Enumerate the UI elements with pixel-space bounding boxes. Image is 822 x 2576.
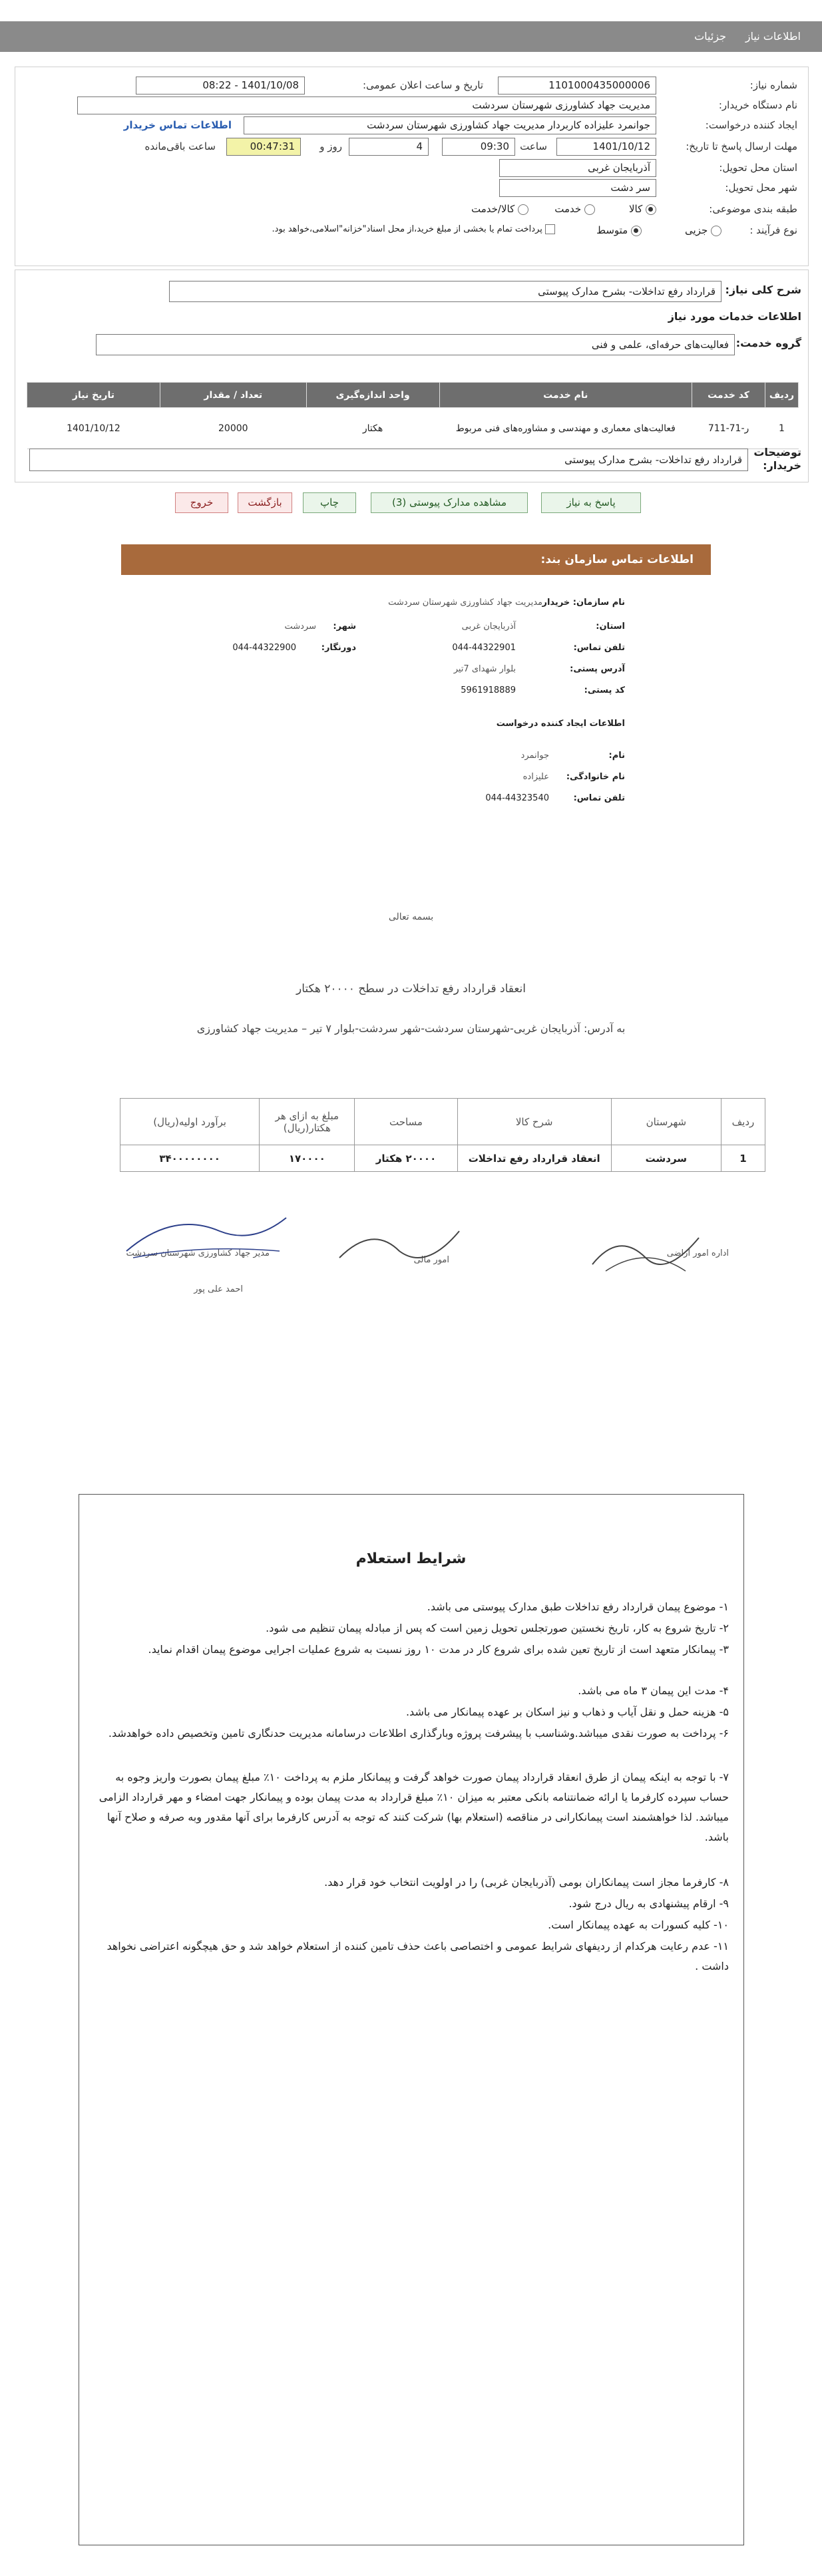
term-item: ۸- کارفرما مجاز است پیمانکاران بومی (آذربایجان غربی) را در اولویت انتخاب خود قرار دهد. <box>324 1876 729 1889</box>
radio-icon[interactable] <box>518 204 528 215</box>
need-number-label: شماره نیاز: <box>749 79 797 91</box>
terms-title: شرایط استعلام <box>355 1551 467 1567</box>
remaining-time-field: 00:47:31 <box>226 138 301 156</box>
creator-phone-label: تلفن تماس: <box>573 793 625 803</box>
radio-icon[interactable] <box>711 226 721 236</box>
creator-title: اطلاعات ایجاد کننده درخواست <box>496 719 625 729</box>
creator-family-value: علیزاده <box>522 772 549 782</box>
summary-panel <box>15 270 809 482</box>
contract-title: انعقاد قرارداد رفع تداخلات در سطح ۲۰۰۰۰ هکتار <box>296 982 526 996</box>
summary-label: شرح کلی نیاز: <box>725 283 801 296</box>
term-item: ۵- هزینه حمل و نقل آیاب و ذهاب و نیز اسکان بر عهده پیمانکار می باشد. <box>405 1706 729 1718</box>
bismillah: بسمه تعالی <box>388 912 434 922</box>
need-number-field: 1101000435000006 <box>498 77 656 94</box>
phone-label: تلفن تماس: <box>573 643 625 653</box>
payment-note[interactable]: پرداخت تمام یا بخشی از مبلغ خرید،از محل اسناد"خزانه"اسلامی،خواهد بود. <box>272 224 555 234</box>
deadline-date-field: 1401/10/12 <box>556 138 656 156</box>
table-row <box>27 408 799 449</box>
remaining-label: ساعت باقی‌مانده <box>144 140 216 152</box>
process-label: نوع فرآیند : <box>749 224 797 236</box>
category-option-goods[interactable]: کالا <box>629 203 656 215</box>
address-label: آدرس پستی: <box>570 664 625 674</box>
tab-need-info[interactable]: اطلاعات نیاز <box>745 30 801 43</box>
need-form-panel <box>15 67 809 266</box>
org-value: مدیریت جهاد کشاورزی شهرستان سردشت <box>388 598 542 608</box>
buyer-note-field: قرارداد رفع تداخلات- بشرح مدارک پیوستی <box>29 449 748 471</box>
term-item: ۱۰- کلیه کسورات به عهده پیمانکار است. <box>548 1919 729 1931</box>
scanned-contract-page <box>0 858 822 1437</box>
cell: انعقاد قرارداد رفع تداخلات <box>457 1145 611 1172</box>
city-label: شهر محل تحویل: <box>725 182 797 194</box>
creator-name-label: نام: <box>608 751 625 761</box>
requester-label: ایجاد کننده درخواست: <box>705 119 797 131</box>
category-option-service[interactable]: خدمت <box>554 203 595 215</box>
city-label: شهر: <box>333 622 356 632</box>
postal-label: کد پستی: <box>584 685 625 695</box>
col-header: مساحت <box>355 1099 457 1145</box>
col-header: واحد اندازه‌گیری <box>306 383 439 408</box>
deadline-label: مهلت ارسال پاسخ تا تاریخ: <box>686 140 797 152</box>
category-label: طبقه بندی موضوعی: <box>709 203 797 215</box>
cell: ۲۰۰۰۰ هکتار <box>355 1145 457 1172</box>
creator-name-value: جوانمرد <box>520 751 549 761</box>
fax-label: دورنگار: <box>321 643 356 653</box>
cell-code: ر-71-711 <box>692 408 765 449</box>
exit-button[interactable]: خروج <box>175 492 228 513</box>
checkbox-icon[interactable] <box>545 224 555 234</box>
postal-value: 5961918889 <box>461 685 516 695</box>
group-field: فعالیت‌های حرفه‌ای، علمی و فنی <box>96 334 735 355</box>
radio-icon[interactable] <box>646 204 656 215</box>
col-header: شرح کالا <box>457 1099 611 1145</box>
col-header: شهرستان <box>611 1099 721 1145</box>
reply-button[interactable]: پاسخ به نیاز <box>541 492 641 513</box>
announce-field: 1401/10/08 - 08:22 <box>136 77 305 94</box>
print-button[interactable]: چاپ <box>303 492 356 513</box>
announce-label: تاریخ و ساعت اعلان عمومی: <box>362 79 483 91</box>
back-button[interactable]: بازگشت <box>238 492 292 513</box>
sign-land-affairs: اداره امور اراضی <box>666 1248 729 1258</box>
cell: ۳۴۰۰۰۰۰۰۰۰ <box>120 1145 260 1172</box>
col-header: نام خدمت <box>439 383 692 408</box>
contract-table <box>120 1098 765 1172</box>
cell: سردشت <box>611 1145 721 1172</box>
cell-qty: 20000 <box>160 408 306 449</box>
phone-value: 044-44322901 <box>452 643 516 653</box>
creator-family-label: نام خانوادگی: <box>566 772 625 782</box>
deadline-time-field: 09:30 <box>442 138 515 156</box>
view-documents-button[interactable]: مشاهده مدارک پیوستی (3) <box>371 492 528 513</box>
col-header: ردیف <box>721 1099 765 1145</box>
term-item: ۱۱- عدم رعایت هرکدام از ردیفهای شرایط عمومی و اختصاصی باعث حذف تامین کننده از استعلام خواهد شد و حق هیچگونه اعتراضی نخواهد داشت . <box>106 1940 729 1972</box>
sign-director: مدیر جهاد کشاورزی شهرستان سردشت <box>126 1248 270 1258</box>
radio-icon[interactable] <box>584 204 595 215</box>
org-label: نام سازمان: خریدار <box>542 598 625 608</box>
requester-field: جوانمرد علیزاده کاربردار مدیریت جهاد کشاورزی شهرستان سردشت <box>244 116 656 134</box>
creator-phone-value: 044-44323540 <box>485 793 549 803</box>
col-header: تعداد / مقدار <box>160 383 306 408</box>
buyer-contact-link[interactable]: اطلاعات تماس خریدار <box>123 119 232 131</box>
items-table <box>27 382 799 449</box>
cell-name: فعالیت‌های معماری و مهندسی و مشاوره‌های فنی مربوط <box>439 408 692 449</box>
sign-name: احمد علی پور <box>194 1284 243 1294</box>
contact-header: اطلاعات تماس سازمان بند: <box>121 544 711 575</box>
category-option-both[interactable]: کالا/خدمت <box>471 203 528 215</box>
group-label: گروه خدمت: <box>735 337 801 349</box>
term-item: ۳- پیمانکار متعهد است از تاریخ تعین شده برای شروع کار در مدت ۱۰ روز نسبت به شروع عملیات اجرایی موضوع پیمان اقدام نماید. <box>148 1643 729 1656</box>
province-label: استان محل تحویل: <box>719 162 797 174</box>
term-item: ۲- تاریخ شروع به کار، تاریخ نخستین صورتجلس تحویل زمین است که پس از مبادله پیمان تنظیم می شود. <box>266 1622 729 1634</box>
province-value: آذربایجان غربی <box>461 622 516 632</box>
term-item: ۴- مدت این پیمان ۳ ماه می باشد. <box>578 1684 729 1697</box>
days-field: 4 <box>349 138 429 156</box>
term-item: ۷- با توجه به اینکه پیمان از طرق انعقاد قرارداد پیمان صورت خواهد گرفت و پیمانکار ملزم به پرداخت ۱۰٪ مبلغ پیمان بصورت واریز وجوه به حساب سپرده کارفرما یا ارائه ضمانتنامه بانکی معتبر به میزان ۱۰٪ مبلغ قرارداد به مدت پیمان بوده و پیمانکار جهت امضاء و مهر قرارداد الزامی میباشد. لذا خواهشمند است پیمانکارانی در مناقصه (استعلام بها) شرکت کنند که توجه به آدرس کارفرما برای آنها مقدور وبه صرفه و صلاح آنها باشد. <box>99 1771 729 1843</box>
city-field: سر دشت <box>499 179 656 197</box>
signature-director-icon <box>120 1204 293 1278</box>
sign-finance: امور مالی <box>413 1255 449 1265</box>
col-header: ردیف <box>765 383 799 408</box>
signature-land-icon <box>586 1218 706 1284</box>
table-row <box>120 1145 765 1172</box>
col-header: کد خدمت <box>692 383 765 408</box>
province-label: استان: <box>596 622 625 632</box>
address-value: بلوار شهدای 7تیر <box>453 664 516 674</box>
term-item: ۱- موضوع پیمان قرارداد رفع تداخلات طبق مدارک پیوستی می باشد. <box>427 1600 729 1613</box>
cell: ۱۷۰۰۰۰ <box>260 1145 355 1172</box>
province-field: آذربایجان غربی <box>499 159 656 177</box>
cell: 1 <box>721 1145 765 1172</box>
process-option-minor[interactable]: جزیی <box>685 224 721 236</box>
col-header: مبلغ به ازای هر هکتار(ریال) <box>260 1099 355 1145</box>
fax-value: 044-44322900 <box>232 643 296 653</box>
buyer-name-label: نام دستگاه خریدار: <box>718 99 797 111</box>
tab-details[interactable]: جزئیات <box>694 30 726 43</box>
contract-address: به آدرس: آذربایجان غربی-شهرستان سردشت-شهر سردشت-بلوار ۷ تیر – مدیریت جهاد کشاورزی <box>196 1022 626 1035</box>
days-label: روز و <box>319 140 342 152</box>
buyer-note-label: توضیحات خریدار: <box>753 446 801 472</box>
cell-date: 1401/10/12 <box>27 408 160 449</box>
radio-icon[interactable] <box>631 226 642 236</box>
process-option-medium[interactable]: متوسط <box>596 224 642 236</box>
time-label: ساعت <box>520 140 547 152</box>
buyer-name-field: مدیریت جهاد کشاورزی شهرستان سردشت <box>77 96 656 114</box>
col-header: برآورد اولیه(ریال) <box>120 1099 260 1145</box>
city-value: سردشت <box>284 622 316 632</box>
signature-finance-icon <box>333 1218 466 1278</box>
cell-row: 1 <box>765 408 799 449</box>
summary-field: قرارداد رفع تداخلات- بشرح مدارک پیوستی <box>169 281 721 302</box>
col-header: تاریخ نیاز <box>27 383 160 408</box>
top-bar <box>0 21 822 52</box>
cell-unit: هکتار <box>306 408 439 449</box>
term-item: ۹- ارقام پیشنهادی به ریال درج شود. <box>568 1897 729 1910</box>
term-item: ۶- پرداخت به صورت نقدی میباشد.وشناسب با پیشرفت پروژه وبارگذاری اطلاعات درسامانه مدیریت حدنگاری تامین وتخصیص داده خواهدشد. <box>108 1727 729 1740</box>
services-title: اطلاعات خدمات مورد نیاز <box>668 310 801 323</box>
